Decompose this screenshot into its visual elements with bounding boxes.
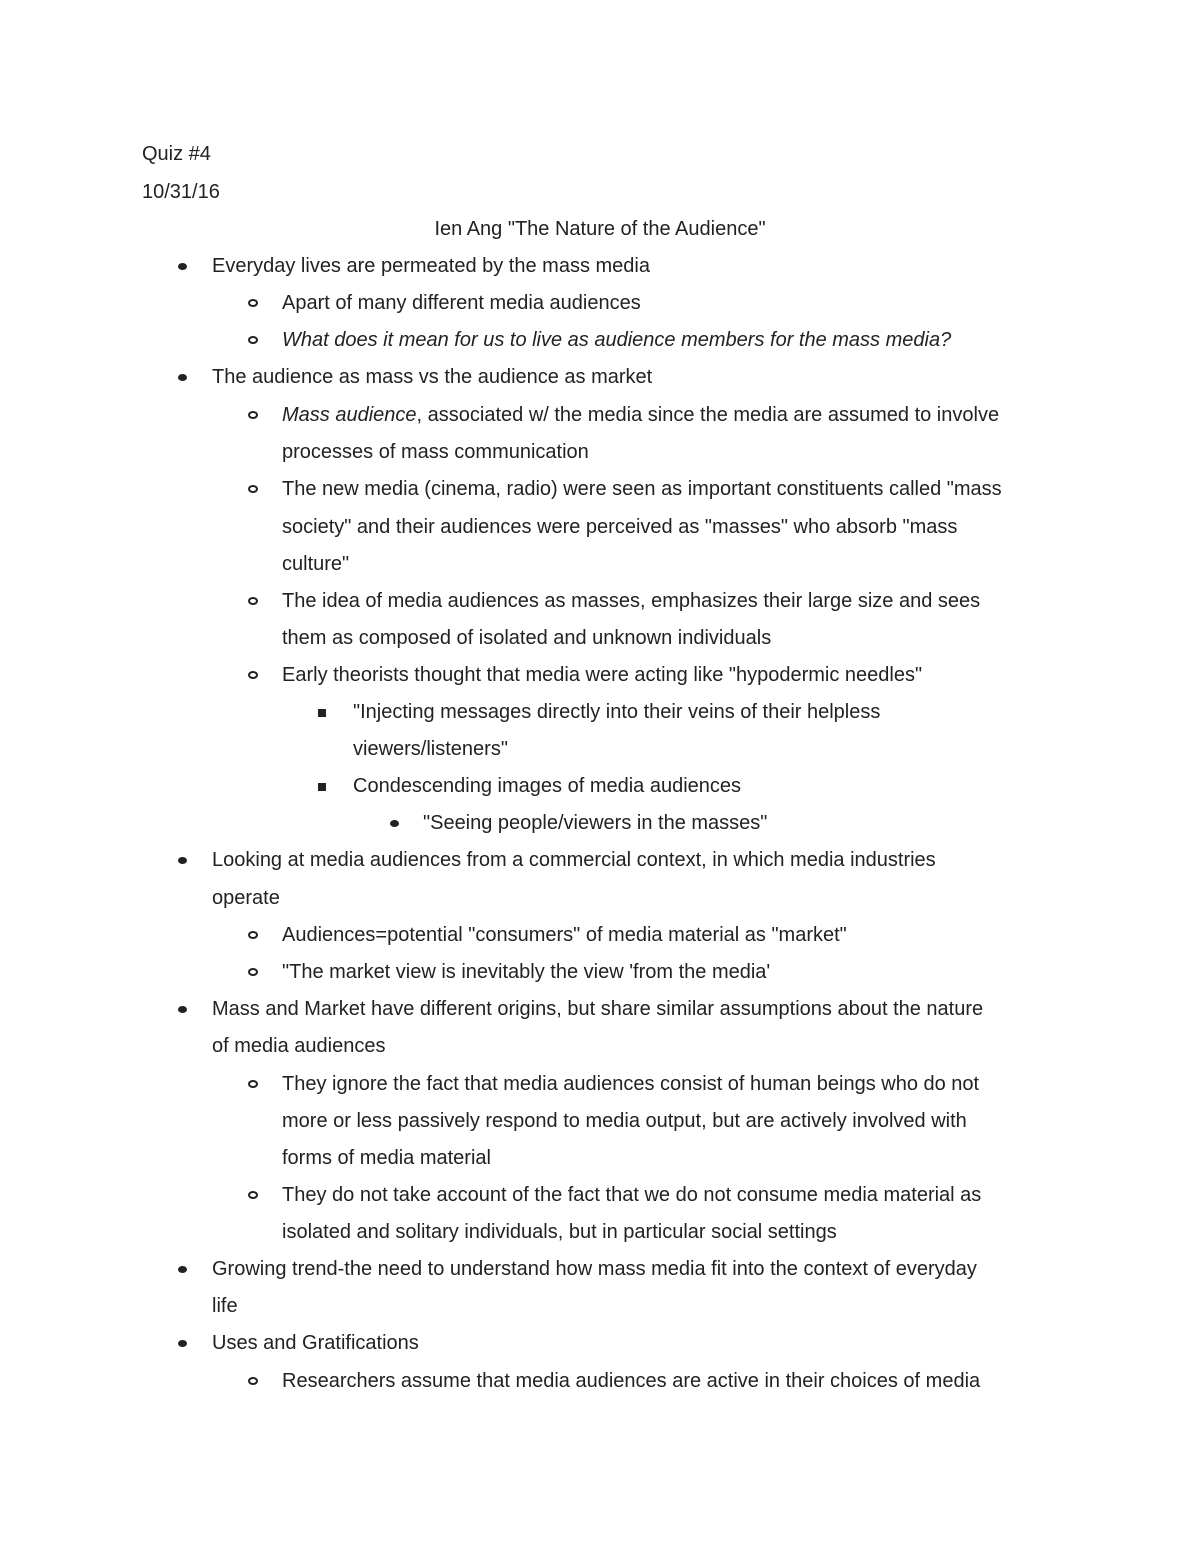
list-item-italic xyxy=(282,328,951,352)
bullet-disc-icon xyxy=(390,820,399,827)
list-item: They do not take account of the fact that we do not consume media material as xyxy=(282,1184,982,1206)
bullet-disc-icon xyxy=(178,374,187,381)
list-item: "Seeing people/viewers in the masses" xyxy=(423,812,768,834)
bullet-disc-icon xyxy=(178,263,187,270)
list-item: Researchers assume that media audiences are active in their choices of media xyxy=(282,1370,981,1392)
list-item-continuation: more or less passively respond to media output, but are actively involved with xyxy=(282,1110,967,1132)
list-item: They ignore the fact that media audiences consist of human beings who do not xyxy=(282,1073,980,1095)
bullet-circle-icon xyxy=(248,968,258,976)
bullet-circle-icon xyxy=(248,597,258,605)
bullet-circle-icon xyxy=(248,485,258,493)
bullet-circle-icon xyxy=(248,1191,258,1199)
italic-question: What does it mean for us to live as audience members for the mass media? xyxy=(282,329,952,351)
list-item-continuation: viewers/listeners" xyxy=(353,738,508,760)
list-item-continuation: them as composed of isolated and unknown individuals xyxy=(282,627,772,649)
bullet-circle-icon xyxy=(248,671,258,679)
list-item: Everyday lives are permeated by the mass media xyxy=(212,255,650,277)
list-item-continuation: of media audiences xyxy=(212,1035,386,1057)
bullet-circle-icon xyxy=(248,336,258,344)
list-item: Audiences=potential "consumers" of media material as "market" xyxy=(282,924,847,946)
list-item-continuation: isolated and solitary individuals, but in particular social settings xyxy=(282,1221,837,1243)
bullet-circle-icon xyxy=(248,1080,258,1088)
list-item: Apart of many different media audiences xyxy=(282,292,641,314)
list-item-continuation: operate xyxy=(212,887,280,909)
list-item-continuation: processes of mass communication xyxy=(282,441,589,463)
list-item-continuation: society" and their audiences were perceived as "masses" who absorb "mass xyxy=(282,516,958,538)
bullet-disc-icon xyxy=(178,1340,187,1347)
list-item: Mass and Market have different origins, but share similar assumptions about the nature xyxy=(212,998,984,1020)
bullet-circle-icon xyxy=(248,1377,258,1385)
list-item: The new media (cinema, radio) were seen as important constituents called "mass xyxy=(282,478,1002,500)
bullet-circle-icon xyxy=(248,411,258,419)
list-item xyxy=(282,403,999,427)
date-line: 10/31/16 xyxy=(142,181,220,203)
list-item: Condescending images of media audiences xyxy=(353,775,742,797)
list-item: Growing trend-the need to understand how mass media fit into the context of everyday xyxy=(212,1258,977,1280)
list-item: "The market view is inevitably the view 'from the media' xyxy=(282,961,771,983)
list-item: The audience as mass vs the audience as market xyxy=(212,366,653,388)
list-item: Looking at media audiences from a commercial context, in which media industries xyxy=(212,849,936,871)
italic-term: Mass audience xyxy=(282,404,417,426)
bullet-square-icon xyxy=(318,709,326,717)
quiz-heading: Quiz #4 xyxy=(142,143,211,165)
bullet-circle-icon xyxy=(248,931,258,939)
bullet-disc-icon xyxy=(178,1006,187,1013)
bullet-square-icon xyxy=(318,783,326,791)
document-title: Ien Ang "The Nature of the Audience" xyxy=(434,218,766,240)
list-item-continuation: forms of media material xyxy=(282,1147,491,1169)
list-item: "Injecting messages directly into their veins of their helpless xyxy=(353,701,881,723)
list-item-text: , associated w/ the media since the media are assumed to involve xyxy=(416,404,1000,426)
list-item: The idea of media audiences as masses, emphasizes their large size and sees xyxy=(282,590,981,612)
list-item: Uses and Gratifications xyxy=(212,1332,419,1354)
list-item-continuation: life xyxy=(212,1295,238,1317)
list-item: Early theorists thought that media were acting like "hypodermic needles" xyxy=(282,664,923,686)
bullet-disc-icon xyxy=(178,1266,187,1273)
list-item-continuation: culture" xyxy=(282,553,350,575)
bullet-circle-icon xyxy=(248,299,258,307)
bullet-disc-icon xyxy=(178,857,187,864)
